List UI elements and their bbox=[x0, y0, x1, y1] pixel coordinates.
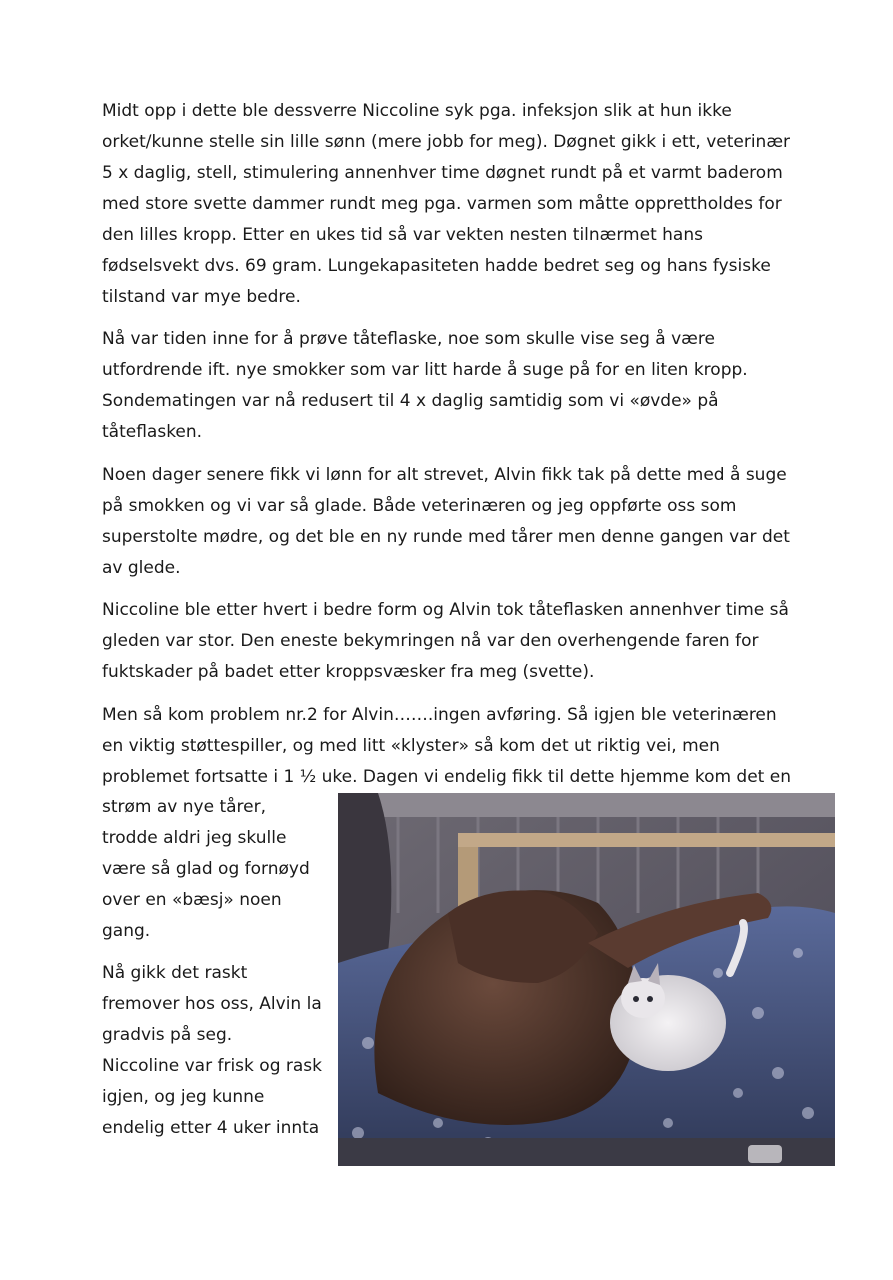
text-line: superstolte mødre, og det ble en ny runde med tårer men denne gangen var det bbox=[102, 527, 790, 547]
text-line: være så glad og fornøyd bbox=[102, 859, 310, 879]
text-line: orket/kunne stelle sin lille sønn (mere jobb for meg). Døgnet gikk i ett, veterinær bbox=[102, 132, 791, 152]
paragraph-3 bbox=[102, 460, 822, 584]
text-line: problemet fortsatte i 1 ½ uke. Dagen vi endelig fikk til dette hjemme kom det en bbox=[102, 767, 791, 787]
text-line: igjen, og jeg kunne bbox=[102, 1087, 265, 1107]
side-paragraph-2 bbox=[102, 958, 334, 1144]
text-line: fremover hos oss, Alvin la bbox=[102, 994, 322, 1014]
text-line: tåteflasken. bbox=[102, 422, 203, 442]
photo-illustration bbox=[338, 793, 835, 1166]
text-line: endelig etter 4 uker innta bbox=[102, 1118, 320, 1138]
text-line: gang. bbox=[102, 921, 151, 941]
paragraph-1 bbox=[102, 96, 822, 313]
text-line: gleden var stor. Den eneste bekymringen nå var den overhengende faren for bbox=[102, 631, 759, 651]
text-line: gradvis på seg. bbox=[102, 1025, 233, 1045]
text-line: Niccoline var frisk og rask bbox=[102, 1056, 322, 1076]
text-line: strøm av nye tårer, bbox=[102, 797, 267, 817]
text-line: 5 x daglig, stell, stimulering annenhver time døgnet rundt på et varmt baderom bbox=[102, 163, 783, 183]
text-line: den lilles kropp. Etter en ukes tid så var vekten nesten tilnærmet hans bbox=[102, 225, 703, 245]
text-line: Sondematingen var nå redusert til 4 x daglig samtidig som vi «øvde» på bbox=[102, 391, 719, 411]
text-line: fuktskader på badet etter kroppsvæsker fra meg (svette). bbox=[102, 662, 595, 682]
text-line: Midt opp i dette ble dessverre Niccoline syk pga. infeksjon slik at hun ikke bbox=[102, 101, 732, 121]
text-line: Men så kom problem nr.2 for Alvin…….ingen avføring. Så igjen ble veterinæren bbox=[102, 705, 777, 725]
paragraph-4 bbox=[102, 595, 822, 688]
text-line: over en «bæsj» noen bbox=[102, 890, 282, 910]
text-line: Noen dager senere fikk vi lønn for alt strevet, Alvin fikk tak på dette med å suge bbox=[102, 465, 787, 485]
text-line: fødselsvekt dvs. 69 gram. Lungekapasiteten hadde bedret seg og hans fysiske bbox=[102, 256, 771, 276]
side-paragraph-1 bbox=[102, 792, 334, 947]
text-line: trodde aldri jeg skulle bbox=[102, 828, 287, 848]
text-line: utfordrende ift. nye smokker som var litt harde å suge på for en liten kropp. bbox=[102, 360, 748, 380]
text-line: av glede. bbox=[102, 558, 181, 578]
text-line: en viktig støttespiller, og med litt «klyster» så kom det ut riktig vei, men bbox=[102, 736, 720, 756]
dog-and-kitten-photo bbox=[338, 793, 835, 1166]
paragraph-5 bbox=[102, 700, 822, 793]
paragraph-2 bbox=[102, 324, 822, 448]
text-line: tilstand var mye bedre. bbox=[102, 287, 301, 307]
text-line: på smokken og vi var så glade. Både veterinæren og jeg oppførte oss som bbox=[102, 496, 737, 516]
text-line: Nå var tiden inne for å prøve tåteflaske, noe som skulle vise seg å være bbox=[102, 329, 715, 349]
text-line: med store svette dammer rundt meg pga. varmen som måtte opprettholdes for bbox=[102, 194, 782, 214]
text-line: Nå gikk det raskt bbox=[102, 963, 248, 983]
text-line: Niccoline ble etter hvert i bedre form og Alvin tok tåteflasken annenhver time så bbox=[102, 600, 789, 620]
